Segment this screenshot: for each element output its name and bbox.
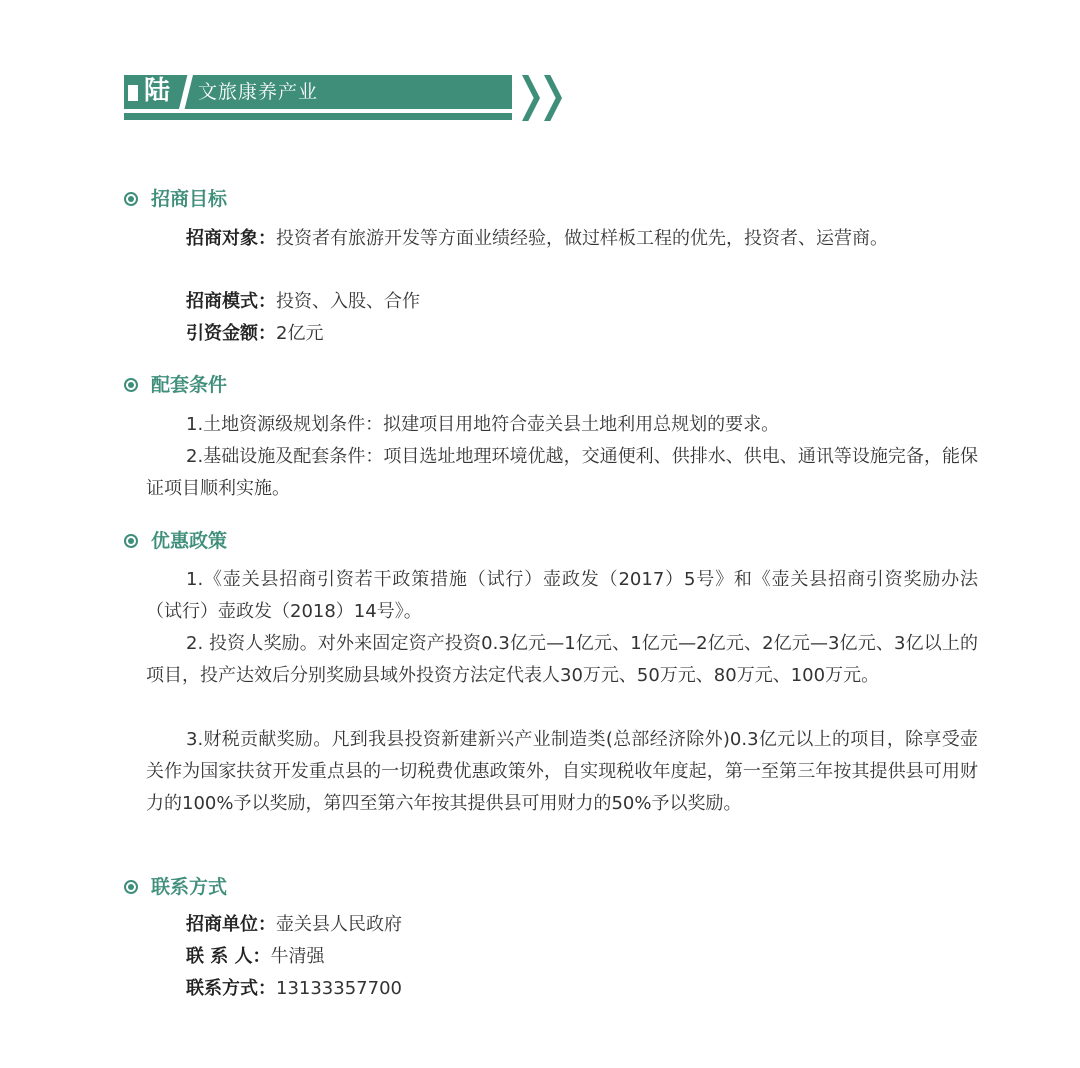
circle-bullet-icon [124, 534, 138, 548]
section-heading-conditions [124, 373, 227, 397]
condition-item-2: 2.基础设施及配套条件：项目选址地理环境优越，交通便利、供排水、供电、通讯等设施完备，能保证项目顺利实施。 [146, 446, 978, 499]
section-heading-targets [124, 187, 227, 211]
condition-item-1: 1.土地资源级规划条件：拟建项目用地符合壶关县土地利用总规划的要求。 [186, 414, 780, 435]
contact-phone-label: 联系方式： [186, 978, 276, 999]
banner-number: 陆 [144, 76, 171, 106]
target-object-label: 招商对象： [186, 228, 276, 249]
target-amount-row [186, 318, 323, 350]
policy-item-2: 2. 投资人奖励。对外来固定资产投资0.3亿元—1亿元、1亿元—2亿元、2亿元—3亿元、3亿以上的项目，投产达效后分别奖励县域外投资方法定代表人30万元、50万元、80万元、100万元。 [146, 633, 978, 686]
section-heading-text: 优惠政策 [151, 530, 228, 552]
circle-bullet-icon [124, 378, 138, 392]
policy-item-3: 3.财税贡献奖励。凡到我县投资新建新兴产业制造类(总部经济除外)0.3亿元以上的项目，除享受壶关作为国家扶贫开发重点县的一切税费优惠政策外，自实现税收年度起，第一至第三年按其提供县可用财力的100%予以奖励，第四至第六年按其提供县可用财力的50%予以奖励。 [146, 729, 978, 814]
contact-unit-row [186, 909, 402, 941]
contact-phone-value: 13133357700 [276, 978, 402, 999]
target-mode-row [186, 286, 420, 318]
section-heading-policy [124, 529, 227, 553]
target-mode-label: 招商模式： [186, 291, 276, 312]
circle-bullet-icon [124, 880, 138, 894]
contact-unit-label: 招商单位： [186, 914, 276, 935]
contact-person-label: 联 系 人： [186, 946, 271, 967]
section-banner [124, 73, 572, 125]
section-heading-text: 配套条件 [151, 374, 228, 396]
contact-person-row [186, 941, 325, 973]
target-amount-label: 引资金额： [186, 323, 276, 344]
contact-phone-row [186, 973, 402, 1005]
banner-title: 文旅康养产业 [198, 81, 319, 103]
banner-underline [124, 113, 512, 120]
circle-bullet-icon [124, 192, 138, 206]
contact-person-value: 牛清强 [270, 946, 325, 967]
chevron-right-icon [544, 75, 562, 121]
target-object-paragraph [146, 223, 978, 255]
section-heading-text: 联系方式 [151, 876, 228, 898]
section-heading-contact [124, 875, 227, 899]
target-amount-value: 2亿元 [276, 323, 324, 344]
banner-square-mark [128, 85, 138, 101]
policy-item-1: 1.《壶关县招商引资若干政策措施（试行）壶政发（2017）5号》和《壶关县招商引资奖励办法（试行）壶政发（2018）14号》。 [146, 569, 978, 622]
target-object-value: 投资者有旅游开发等方面业绩经验，做过样板工程的优先，投资者、运营商。 [276, 228, 888, 249]
section-heading-text: 招商目标 [151, 188, 228, 210]
contact-unit-value: 壶关县人民政府 [276, 914, 402, 935]
target-mode-value: 投资、入股、合作 [276, 291, 420, 312]
chevron-right-icon [522, 75, 540, 121]
